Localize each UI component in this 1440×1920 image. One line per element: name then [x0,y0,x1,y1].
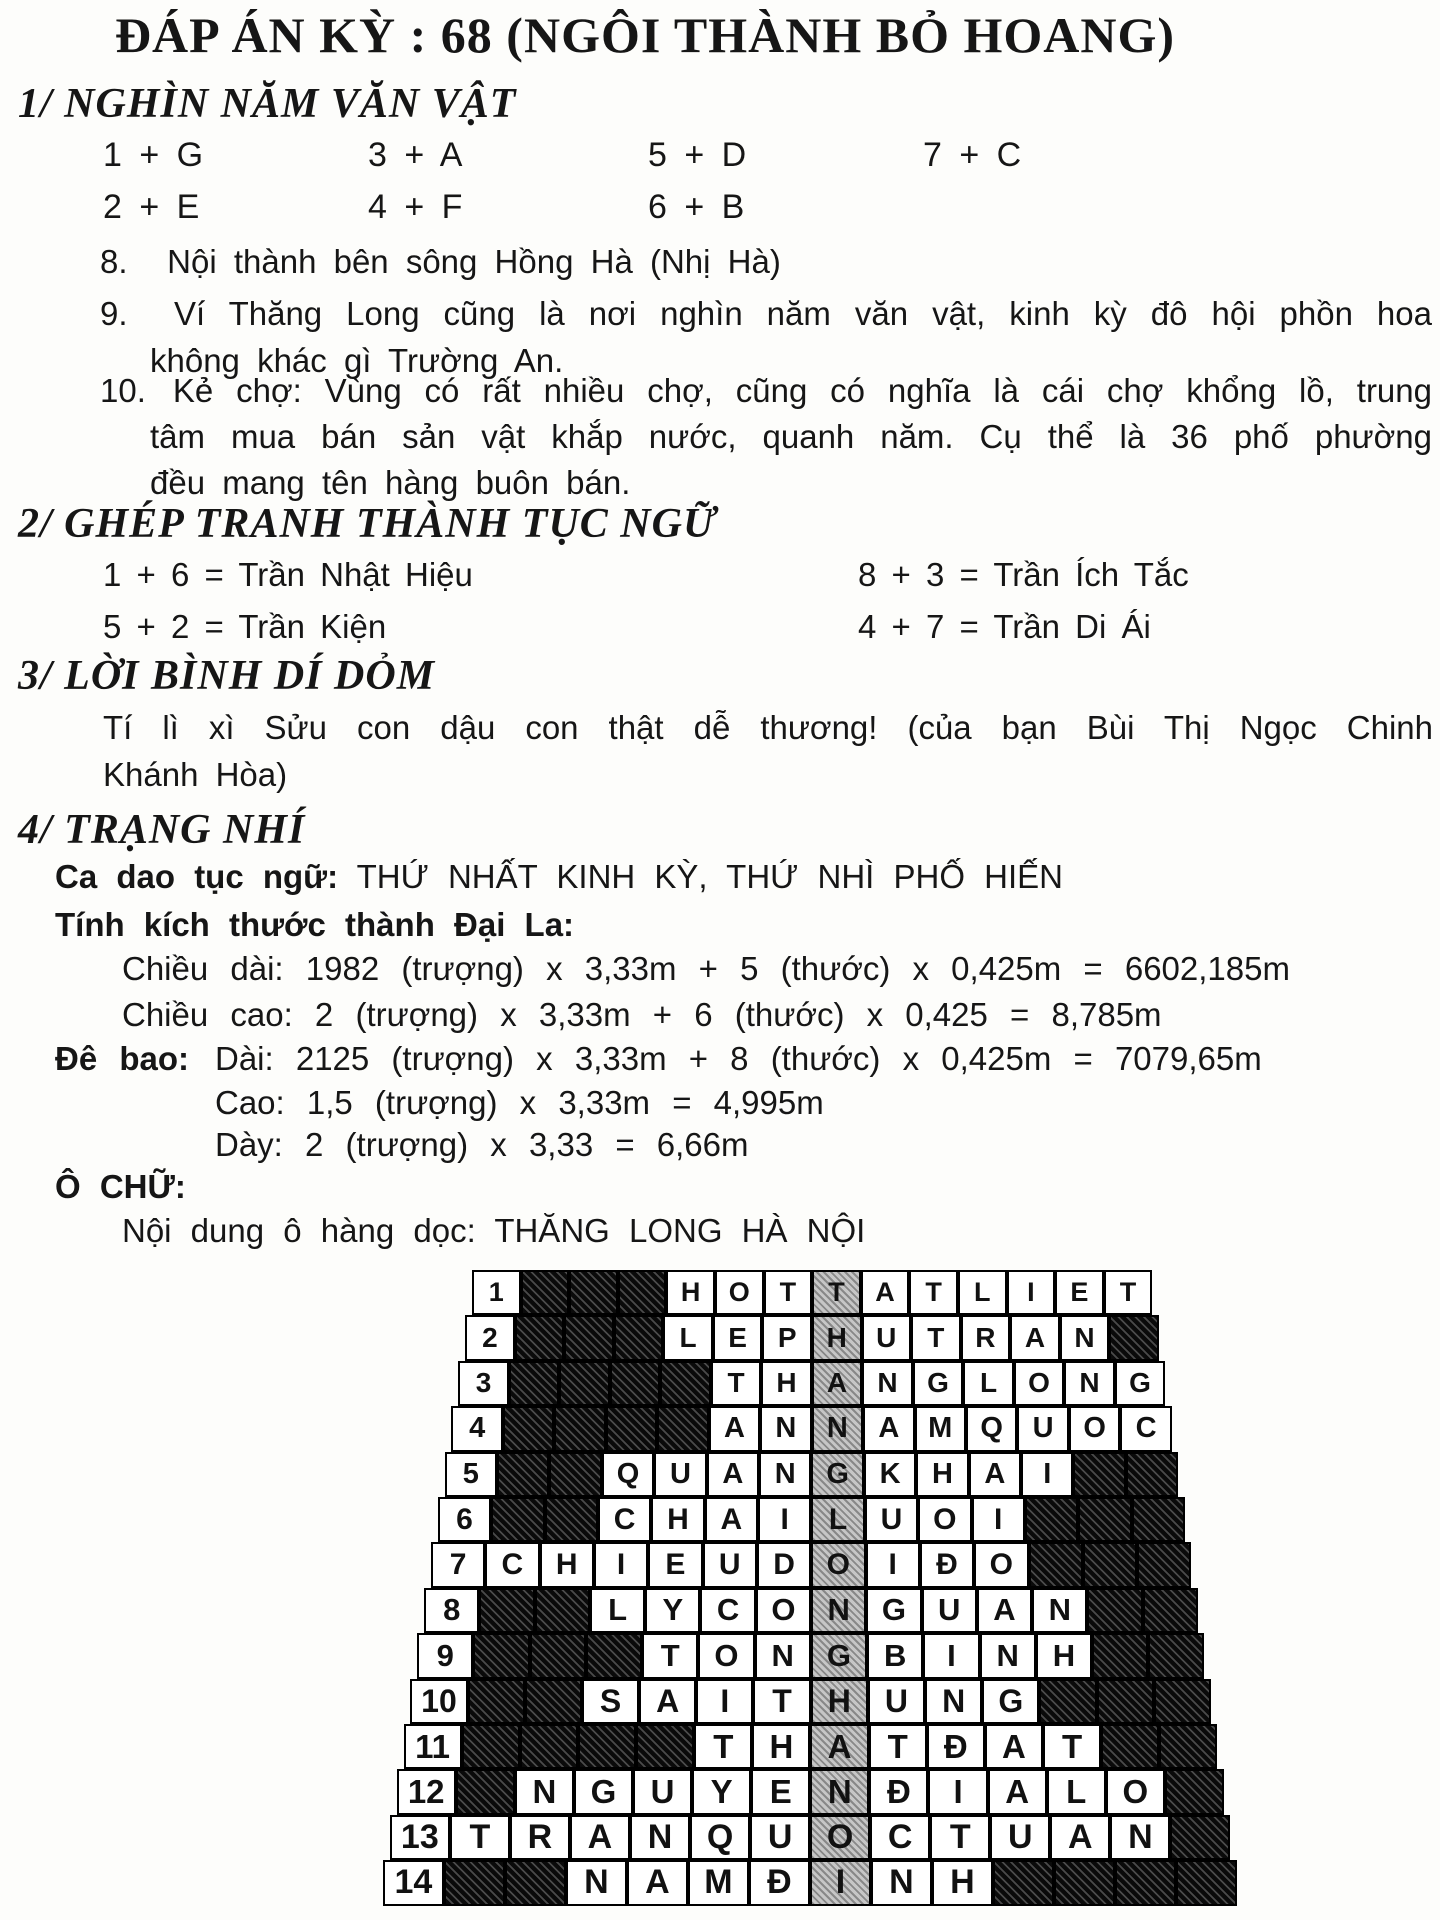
crossword-cell-letter: L [958,1270,1007,1315]
crossword-row [390,1815,1231,1860]
text-line: Khánh Hòa) [103,756,288,793]
crossword-cell-letter: N [1110,1815,1170,1860]
ca-dao-label: Ca dao tục ngữ: [55,858,339,895]
crossword-cell-letter: U [868,1679,925,1724]
crossword-cell-letter: T [869,1724,927,1769]
crossword-cell-letter: H [1036,1633,1092,1678]
crossword-cell-letter: T [711,1361,762,1406]
crossword-cell-dark [606,1406,657,1451]
crossword-cell-letter: Q [966,1406,1017,1451]
section3-heading: 3/ LỜI BÌNH DÍ DỎM [18,653,436,699]
crossword-cell-letter: T [1043,1724,1101,1769]
formula-line: Chiều cao: 2 (trượng) x 3,33m + 6 (thước) x 0,425 = 8,785m [122,996,1162,1033]
crossword-cell-letter: A [639,1679,696,1724]
crossword-cell-letter: A [861,1270,910,1315]
crossword-cell-dark [545,1497,598,1542]
crossword-grid [0,1270,1440,1920]
crossword-cell-letter: U [654,1452,706,1497]
crossword-cell-dark [1143,1588,1198,1633]
crossword-cell-letter: O [974,1542,1028,1587]
crossword-cell-letter: A [705,1497,758,1542]
section1-heading: 1/ NGHÌN NĂM VĂN VẬT [18,81,517,127]
crossword-cell-letter: G [1115,1361,1166,1406]
crossword-cell-dark [1073,1452,1125,1497]
crossword-cell-letter: C [485,1542,539,1587]
crossword-cell-letter: U [865,1497,918,1542]
crossword-cell-dark [618,1270,667,1315]
crossword-cell-dark [564,1315,614,1360]
crossword-cell-letter: N [871,1860,932,1905]
match-answers-row [103,188,1303,236]
crossword-cell-dark [468,1679,525,1724]
crossword-row-number: 9 [417,1633,473,1678]
crossword-cell-dark [1170,1815,1230,1860]
crossword-row-number: 14 [383,1860,444,1905]
crossword-cell-dark [497,1452,549,1497]
crossword-cell-letter: A [707,1452,759,1497]
crossword-cell-letter: L [590,1588,645,1633]
crossword-cell-letter: T [753,1679,810,1724]
crossword-cell-dark [1083,1542,1137,1587]
pair-answer: 1 + 6 = Trần Nhật Hiệu [103,556,473,593]
crossword-cell-dark [1148,1633,1204,1678]
crossword-cell-highlight: O [811,1542,865,1587]
crossword-cell-letter: E [648,1542,702,1587]
crossword-cell-letter: H [651,1497,704,1542]
crossword-row-number: 2 [465,1315,515,1360]
crossword-cell-letter: P [762,1315,812,1360]
crossword-cell-letter: A [570,1815,630,1860]
text-line: 9. Ví Thăng Long cũng là nơi nghìn năm văn vật, kinh kỳ đô hội phồn hoa [100,290,1432,337]
match-answer: 5 + D [648,136,747,174]
crossword-cell-letter: I [758,1497,811,1542]
crossword-row [451,1406,1171,1451]
o-chu-label: Ô CHỮ: [55,1168,186,1205]
o-chu-vertical-answer-line: Nội dung ô hàng dọc: THĂNG LONG HÀ NỘI [122,1212,866,1249]
crossword-cell-dark [1039,1679,1096,1724]
crossword-cell-dark [1054,1860,1115,1905]
crossword-cell-letter: G [913,1361,964,1406]
crossword-cell-letter: A [985,1724,1043,1769]
crossword-cell-dark [462,1724,520,1769]
crossword-cell-letter: L [663,1315,713,1360]
crossword-row [445,1452,1179,1497]
crossword-cell-dark [614,1315,664,1360]
crossword-cell-letter: N [515,1769,574,1814]
crossword-cell-dark [993,1860,1054,1905]
dai-la-label: Tính kích thước thành Đại La: [55,906,575,943]
crossword-cell-letter: B [867,1633,923,1678]
crossword-cell-letter: I [1021,1452,1073,1497]
crossword-cell-dark [444,1860,505,1905]
crossword-cell-letter: T [930,1815,990,1860]
section4-heading: 4/ TRẠNG NHÍ [18,807,306,853]
crossword-row [383,1860,1237,1905]
crossword-row-number: 7 [431,1542,485,1587]
crossword-cell-dark [521,1270,570,1315]
crossword-cell-dark [520,1724,578,1769]
crossword-cell-letter: T [764,1270,813,1315]
crossword-cell-letter: S [582,1679,639,1724]
crossword-cell-letter: I [696,1679,753,1724]
crossword-cell-letter: Y [645,1588,700,1633]
crossword-cell-letter: L [963,1361,1014,1406]
crossword-cell-dark [1078,1497,1131,1542]
crossword-cell-letter: O [918,1497,971,1542]
crossword-cell-letter: U [862,1315,912,1360]
crossword-cell-letter: H [752,1724,810,1769]
crossword-cell-dark [1132,1497,1185,1542]
match-answer: 7 + C [923,136,1022,174]
crossword-cell-dark [559,1361,610,1406]
crossword-cell-dark [1087,1588,1142,1633]
crossword-cell-letter: Đ [869,1769,928,1814]
crossword-cell-letter: A [969,1452,1021,1497]
crossword-cell-letter: I [1007,1270,1056,1315]
crossword-cell-letter: N [1032,1588,1087,1633]
crossword-cell-highlight: N [812,1406,863,1451]
crossword-row [472,1270,1152,1315]
ca-dao-line [55,858,1063,896]
crossword-cell-dark [1165,1769,1224,1814]
crossword-row-number: 1 [472,1270,521,1315]
crossword-cell-dark [535,1588,590,1633]
pair-answer: 8 + 3 = Trần Ích Tắc [858,556,1189,593]
crossword-row [404,1724,1218,1769]
text-line: Tí lì xì Sửu con dậu con thật dễ thương! (của bạn Bùi Thị Ngọc Chinh [103,709,1433,746]
answer-item-10 [100,368,1432,506]
crossword-row [431,1542,1192,1587]
match-answer: 6 + B [648,188,745,226]
crossword-cell-letter: N [755,1633,811,1678]
crossword-cell-letter: T [694,1724,752,1769]
crossword-cell-letter: R [510,1815,570,1860]
crossword-cell-highlight: G [811,1452,863,1497]
crossword-cell-highlight: H [812,1315,862,1360]
crossword-cell-letter: O [1014,1361,1065,1406]
picture-pair-row [103,608,1433,656]
crossword-cell-letter: G [982,1679,1039,1724]
crossword-cell-dark [586,1633,642,1678]
crossword-cell-letter: O [756,1588,811,1633]
crossword-cell-letter: O [698,1633,754,1678]
crossword-cell-highlight: H [811,1679,868,1724]
crossword-cell-dark [636,1724,694,1769]
crossword-row [417,1633,1204,1678]
crossword-cell-dark [1025,1497,1078,1542]
text-line: không khác gì Trường An. [150,342,564,379]
crossword-cell-dark [549,1452,601,1497]
crossword-cell-letter: N [760,1406,811,1451]
crossword-cell-dark [1176,1860,1237,1905]
o-chu-label-line [55,1168,186,1206]
item-number: 8. [100,243,128,280]
crossword-cell-dark [473,1633,529,1678]
crossword-cell-dark [554,1406,605,1451]
crossword-cell-letter: Q [690,1815,750,1860]
pair-answer: 5 + 2 = Trần Kiện [103,608,387,645]
funny-comment-text [103,704,1433,798]
crossword-row-number: 12 [397,1769,456,1814]
crossword-cell-letter: N [630,1815,690,1860]
crossword-cell-dark [503,1406,554,1451]
crossword-cell-letter: M [688,1860,749,1905]
crossword-cell-letter: L [1047,1769,1106,1814]
crossword-row [397,1769,1224,1814]
crossword-cell-letter: I [923,1633,979,1678]
match-answer: 1 + G [103,136,204,174]
crossword-row-number: 8 [424,1588,479,1633]
crossword-cell-letter: H [540,1542,594,1587]
crossword-cell-letter: U [1017,1406,1068,1451]
crossword-cell-letter: N [980,1633,1036,1678]
formula-line: Dày: 2 (trượng) x 3,33 = 6,66m [215,1126,749,1163]
crossword-cell-letter: C [598,1497,651,1542]
match-answer: 4 + F [368,188,463,226]
crossword-row-number: 4 [451,1406,502,1451]
crossword-cell-letter: T [1104,1270,1153,1315]
crossword-cell-dark [610,1361,661,1406]
crossword-cell-highlight: A [812,1361,863,1406]
crossword-cell-highlight: I [810,1860,871,1905]
text-line: 8. Nội thành bên sông Hồng Hà (Nhị Hà) [100,238,1432,285]
crossword-cell-highlight: N [811,1588,866,1633]
crossword-cell-letter: G [574,1769,633,1814]
crossword-cell-letter: C [700,1588,755,1633]
crossword-cell-dark [1101,1724,1159,1769]
crossword-cell-letter: A [1050,1815,1110,1860]
crossword-cell-letter: N [925,1679,982,1724]
crossword-cell-dark [1154,1679,1211,1724]
crossword-cell-letter: A [709,1406,760,1451]
crossword-cell-letter: N [1060,1315,1110,1360]
crossword-cell-dark [1126,1452,1178,1497]
crossword-cell-letter: I [594,1542,648,1587]
crossword-cell-letter: A [977,1588,1032,1633]
crossword-cell-letter: Đ [749,1860,810,1905]
formula-line: Chiều dài: 1982 (trượng) x 3,33m + 5 (thước) x 0,425m = 6602,185m [122,950,1290,987]
crossword-cell-letter: H [916,1452,968,1497]
crossword-cell-letter: H [761,1361,812,1406]
crossword-cell-letter: O [715,1270,764,1315]
crossword-cell-letter: O [1069,1406,1120,1451]
crossword-cell-letter: U [990,1815,1050,1860]
match-answer: 3 + A [368,136,463,174]
crossword-row-number: 10 [410,1679,467,1724]
crossword-row [424,1588,1198,1633]
crossword-cell-letter: C [870,1815,930,1860]
crossword-cell-dark [1159,1724,1217,1769]
crossword-cell-dark [1092,1633,1148,1678]
crossword-row-number: 13 [390,1815,450,1860]
page-title: ĐÁP ÁN KỲ : 68 (NGÔI THÀNH BỎ HOANG) [114,7,1176,63]
ca-dao-value: THỨ NHẤT KINH KỲ, THỨ NHÌ PHỐ HIẾN [356,858,1064,895]
crossword-cell-dark [569,1270,618,1315]
crossword-cell-dark [660,1361,711,1406]
picture-pair-row [103,556,1433,604]
item-number: 10. [100,372,146,409]
section2-heading: 2/ GHÉP TRANH THÀNH TỤC NGỮ [18,501,717,547]
crossword-row-number: 6 [438,1497,491,1542]
crossword-cell-letter: A [988,1769,1047,1814]
match-answers-row [103,136,1303,184]
crossword-cell-dark [657,1406,708,1451]
crossword-cell-letter: N [566,1860,627,1905]
crossword-cell-letter: O [1106,1769,1165,1814]
crossword-cell-dark [578,1724,636,1769]
crossword-cell-letter: K [864,1452,916,1497]
dai-la-label-line [55,906,574,944]
crossword-cell-letter: R [961,1315,1011,1360]
crossword-row [410,1679,1211,1724]
formula-line: Cao: 1,5 (trượng) x 3,33m = 4,995m [215,1084,824,1121]
crossword-cell-letter: T [642,1633,698,1678]
crossword-cell-letter: Đ [920,1542,974,1587]
crossword-cell-highlight: T [812,1270,861,1315]
crossword-row-number: 11 [404,1724,462,1769]
crossword-cell-dark [1097,1679,1154,1724]
answer-item-8 [100,238,1432,285]
crossword-cell-dark [1137,1542,1191,1587]
crossword-cell-letter: A [1010,1315,1060,1360]
crossword-cell-letter: U [922,1588,977,1633]
crossword-cell-letter: Đ [927,1724,985,1769]
crossword-cell-letter: A [627,1860,688,1905]
crossword-cell-letter: U [633,1769,692,1814]
crossword-cell-dark [491,1497,544,1542]
text-line: tâm mua bán sản vật khắp nước, quanh năm. Cụ thể là 36 phố phường [150,418,1432,455]
crossword-row [465,1315,1159,1360]
crossword-cell-highlight: A [810,1724,868,1769]
match-answer: 2 + E [103,188,200,226]
crossword-cell-highlight: O [810,1815,870,1860]
crossword-cell-letter: N [862,1361,913,1406]
crossword-cell-dark [1115,1860,1176,1905]
crossword-cell-letter: U [750,1815,810,1860]
crossword-cell-letter: I [866,1542,920,1587]
crossword-cell-letter: H [666,1270,715,1315]
crossword-cell-letter: T [909,1270,958,1315]
crossword-cell-dark [525,1679,582,1724]
crossword-cell-letter: G [866,1588,921,1633]
crossword-row [438,1497,1185,1542]
item-number: 9. [100,295,128,332]
crossword-cell-dark [456,1769,515,1814]
crossword-row-number: 3 [458,1361,509,1406]
crossword-cell-dark [1109,1315,1159,1360]
crossword-cell-letter: E [713,1315,763,1360]
crossword-cell-letter: H [932,1860,993,1905]
crossword-cell-letter: I [928,1769,987,1814]
text-line: 10. Kẻ chợ: Vùng có rất nhiều chợ, cũng có nghĩa là cái chợ khổng lồ, trung [100,368,1432,414]
crossword-cell-letter: Y [692,1769,751,1814]
formula-line: Dài: 2125 (trượng) x 3,33m + 8 (thước) x 0,425m = 7079,65m [215,1040,1262,1077]
crossword-cell-dark [505,1860,566,1905]
crossword-cell-dark [479,1588,534,1633]
crossword-cell-letter: U [703,1542,757,1587]
crossword-cell-letter: Q [602,1452,654,1497]
crossword-row [458,1361,1165,1406]
crossword-cell-letter: N [1064,1361,1115,1406]
pair-answer: 4 + 7 = Trần Di Ái [858,608,1151,645]
crossword-cell-letter: T [450,1815,510,1860]
crossword-cell-letter: E [751,1769,810,1814]
crossword-cell-dark [509,1361,560,1406]
crossword-row-number: 5 [445,1452,497,1497]
de-bao-line [55,1040,1262,1078]
crossword-cell-dark [530,1633,586,1678]
crossword-cell-highlight: G [811,1633,867,1678]
text-line: đều mang tên hàng buôn bán. [150,464,631,501]
crossword-cell-letter: I [972,1497,1025,1542]
crossword-cell-dark [515,1315,565,1360]
crossword-cell-letter: N [759,1452,811,1497]
crossword-cell-letter: T [911,1315,961,1360]
de-bao-label: Đê bao: [55,1040,190,1077]
crossword-cell-letter: E [1055,1270,1104,1315]
crossword-cell-letter: A [863,1406,914,1451]
crossword-cell-dark [1029,1542,1083,1587]
crossword-cell-highlight: L [811,1497,864,1542]
crossword-cell-letter: D [757,1542,811,1587]
crossword-cell-highlight: N [810,1769,869,1814]
crossword-cell-letter: M [915,1406,966,1451]
crossword-cell-letter: C [1120,1406,1171,1451]
